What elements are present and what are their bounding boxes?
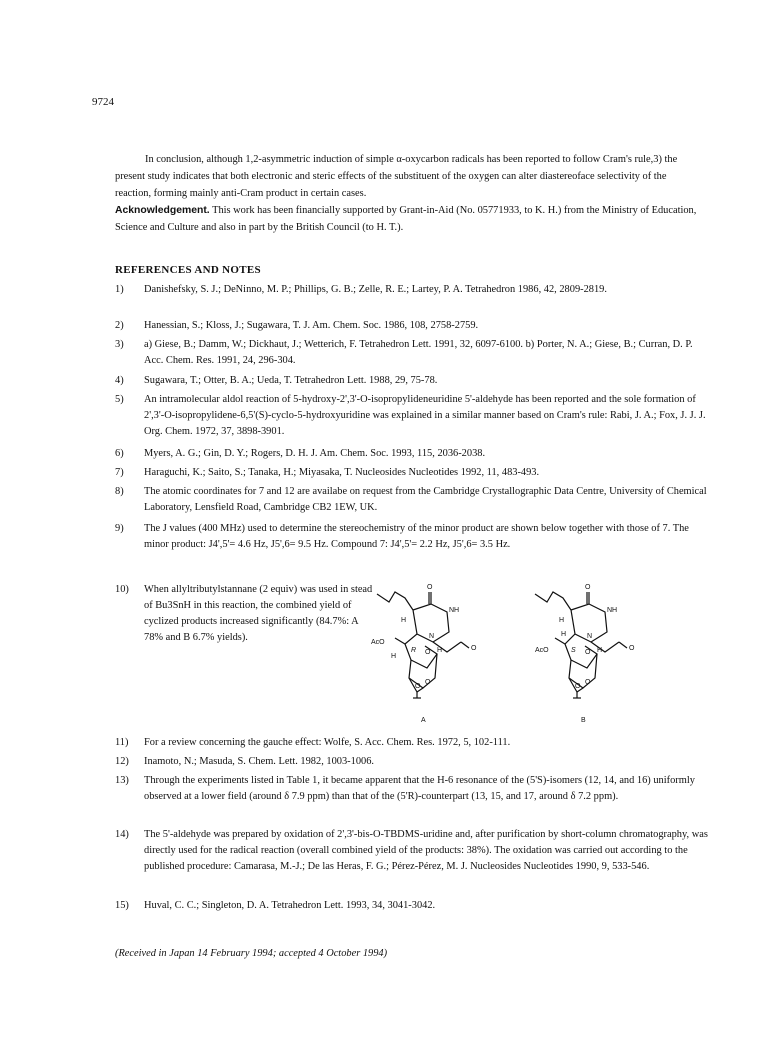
reference-number: 3) [115, 339, 124, 350]
structure-b-label: B [581, 717, 586, 724]
reference-number: 15) [115, 900, 129, 911]
atom-label: NH [449, 607, 460, 614]
reference-number: 8) [115, 486, 124, 497]
reference-text: The atomic coordinates for 7 and 12 are availabe on request from the Cambridge Crystallographic Data Centre, University of Chemical Laboratory, Lensfield Road, Cambridge CB2 1EW, UK. [144, 486, 707, 513]
atom-label: O [575, 683, 581, 690]
reference-number: 5) [115, 394, 124, 405]
reference-number: 14) [115, 829, 129, 840]
reference-item [115, 735, 710, 751]
reference-item [115, 484, 710, 516]
acknowledgement-text: This work has been financially supported by Grant-in-Aid (No. 05771933, to K. H.) from the Ministry of Education, Science and Culture and also in part by the British Council (to H. T.). [115, 205, 697, 233]
atom-label: O [425, 649, 431, 656]
atom-label: H [437, 647, 443, 654]
atom-label: AcO [371, 639, 385, 646]
reference-text: Danishefsky, S. J.; DeNinno, M. P.; Phillips, G. B.; Zelle, R. E.; Lartey, P. A. Tetrahedron 1986, 42, 2809-2819. [144, 284, 607, 295]
reference-item [115, 392, 710, 440]
reference-item [115, 898, 710, 914]
received-dates-footer: (Received in Japan 14 February 1994; accepted 4 October 1994) [115, 948, 388, 959]
atom-label: O [471, 645, 477, 652]
reference-text: Haraguchi, K.; Saito, S.; Tanaka, H.; Miyasaka, T. Nucleosides Nucleotides 1992, 11, 483-493. [144, 467, 540, 478]
atom-label: O [415, 683, 421, 690]
atom-label: N [587, 633, 593, 640]
reference-number: 12) [115, 756, 129, 767]
reference-text: The 5'-aldehyde was prepared by oxidation of 2',3'-bis-O-TBDMS-uridine and, after purification by short-column chromatography, was directly used for the radical reaction (overall combined yield of the products: 38%). The oxidation was carried out according to the published procedure: Camarasa, M.-J.; De las Heras, F. G.; Pérez-Pérez, M. J. Nucleosides Nucleotides 1990, 9, 533-546. [144, 829, 708, 872]
reference-number: 11) [115, 737, 129, 748]
atom-label: H [401, 617, 407, 624]
references-heading: REFERENCES AND NOTES [115, 264, 261, 276]
reference-number: 7) [115, 467, 124, 478]
reference-item [115, 754, 710, 770]
structure-a-label: A [421, 717, 426, 724]
reference-number: 6) [115, 448, 124, 459]
reference-text: Myers, A. G.; Gin, D. Y.; Rogers, D. H. J. Am. Chem. Soc. 1993, 115, 2036-2038. [144, 448, 486, 459]
reference-text: Hanessian, S.; Kloss, J.; Sugawara, T. J. Am. Chem. Soc. 1986, 108, 2758-2759. [144, 320, 479, 331]
reference-item [115, 318, 710, 334]
atom-label: O [585, 679, 591, 686]
page-number: 9724 [92, 96, 114, 108]
reference-item [115, 282, 710, 298]
atom-label: O [427, 584, 433, 591]
reference-item [115, 446, 710, 462]
atom-label: H [561, 631, 567, 638]
reference-text: Sugawara, T.; Otter, B. A.; Ueda, T. Tetrahedron Lett. 1988, 29, 75-78. [144, 375, 438, 386]
reference-item [115, 373, 710, 389]
reference-text: For a review concerning the gauche effect: Wolfe, S. Acc. Chem. Res. 1972, 5, 102-111. [144, 737, 511, 748]
reference-number: 13) [115, 775, 129, 786]
atom-label: AcO [535, 647, 549, 654]
reference-number: 10) [115, 584, 129, 595]
atom-label: NH [607, 607, 618, 614]
reference-text: Huval, C. C.; Singleton, D. A. Tetrahedron Lett. 1993, 34, 3041-3042. [144, 900, 436, 911]
reference-item [115, 773, 710, 805]
conclusion-paragraph: In conclusion, although 1,2-asymmetric induction of simple α-oxycarbon radicals has been reported to follow Cram's rule,3) the present study indicates that both electronic and steric effects of the substituent of the oxygen can alter diastereoface selectivity of the reaction, forming mainly anti-Cram product in certain cases. [115, 154, 678, 199]
reference-text: An intramolecular aldol reaction of 5-hydroxy-2',3'-O-isopropylideneuridine 5'-aldehyde has been reported and the sole formation of 2',3'-O-isopropylidene-6,5'(S)-cyclo-5-hydroxyuridine was explained in a similar manner based on Cram's rule: Rabi, J. A.; Fox, J. J. J. Org. Chem. 1972, 37, 3898-3901. [144, 394, 706, 437]
atom-label: H [391, 653, 397, 660]
reference-item [115, 465, 710, 481]
reference-text: When allyltributylstannane (2 equiv) was used in stead of Bu3SnH in this reaction, the combined yield of cyclized products increased significantly (84.7%: A 78% and B 6.7% yields). [144, 584, 373, 643]
reference-item [115, 521, 710, 553]
reference-number: 9) [115, 523, 124, 534]
reference-item [115, 827, 710, 875]
atom-label: O [585, 649, 591, 656]
atom-label: H [597, 647, 603, 654]
atom-label: H [559, 617, 565, 624]
reference-text: Inamoto, N.; Masuda, S. Chem. Lett. 1982, 1003-1006. [144, 756, 375, 767]
acknowledgement-label: Acknowledgement. [115, 205, 210, 216]
atom-label: S [571, 647, 576, 654]
atom-label: O [629, 645, 635, 652]
acknowledgement-paragraph [115, 202, 705, 236]
atom-label: R [411, 647, 417, 654]
reference-text: The J values (400 MHz) used to determine the stereochemistry of the minor product are shown below together with those of 7. The minor product: J4',5'= 4.6 Hz, J5',6= 9.5 Hz. Compound 7: J4',5'= 2.2 Hz, J5',6= 3.5 Hz. [144, 523, 689, 550]
chemical-structures-figure [365, 578, 685, 728]
atom-label: O [585, 584, 591, 591]
reference-number: 2) [115, 320, 124, 331]
reference-text: Through the experiments listed in Table 1, it became apparent that the H-6 resonance of the (5'S)-isomers (12, 14, and 16) uniformly observed at a lower field (around δ 7.9 ppm) than that of the (5'R)-counterpart (13, 15, and 17, around δ 7.2 ppm). [144, 775, 695, 802]
reference-item [115, 337, 710, 369]
reference-number: 1) [115, 284, 124, 295]
atom-label: N [429, 633, 435, 640]
reference-text: a) Giese, B.; Damm, W.; Dickhaut, J.; Wetterich, F. Tetrahedron Lett. 1991, 32, 6097-6100. b) Porter, N. A.; Giese, B.; Curran, D. P. Acc. Chem. Res. 1991, 24, 296-304. [144, 339, 693, 366]
atom-label: O [425, 679, 431, 686]
reference-number: 4) [115, 375, 124, 386]
